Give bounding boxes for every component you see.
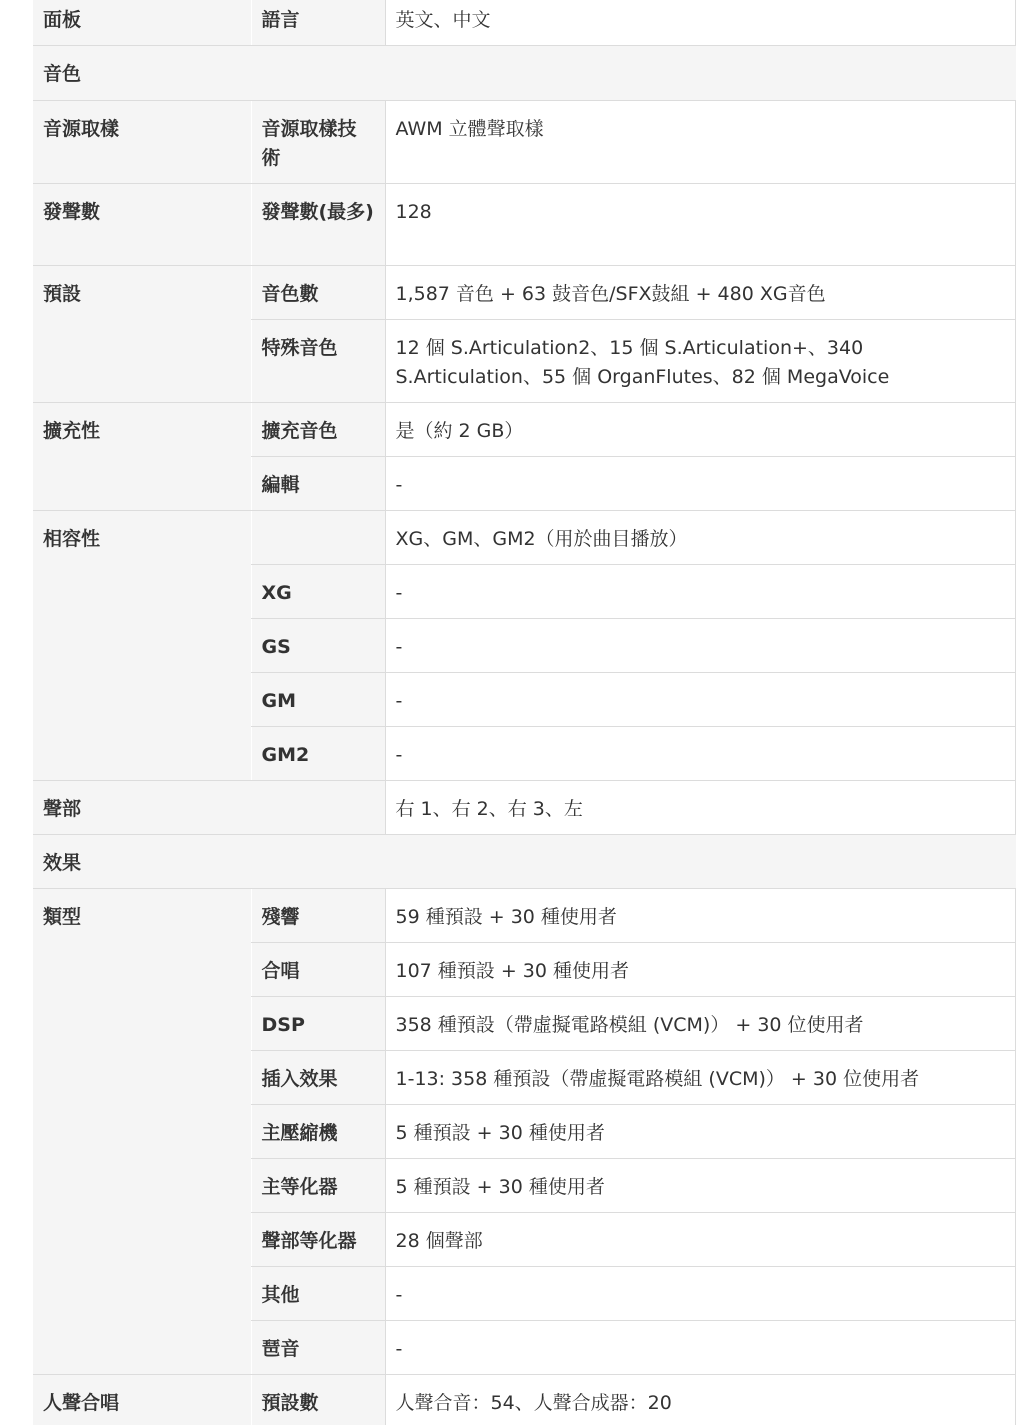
row-subheader: GM2: [251, 727, 385, 781]
row-value: 12 個 S.Articulation2、15 個 S.Articulation+、340 S.Articulation、55 個 OrganFlutes、82 個 MegaVoice: [385, 320, 1016, 403]
row-subheader: [251, 511, 385, 565]
row-subheader: 語言: [251, 0, 385, 46]
row-value: -: [385, 1267, 1016, 1321]
row-header: 相容性: [33, 511, 251, 781]
table-row: [33, 266, 1016, 320]
row-value: XG、GM、GM2（用於曲目播放）: [385, 511, 1016, 565]
row-value: -: [385, 1321, 1016, 1375]
row-value: 358 種預設（帶虛擬電路模組 (VCM)） + 30 位使用者: [385, 997, 1016, 1051]
row-subheader: 擴充音色: [251, 403, 385, 457]
table-row: [33, 184, 1016, 266]
section-title: 效果: [33, 835, 1016, 889]
row-subheader: DSP: [251, 997, 385, 1051]
row-subheader: 音源取樣技術: [251, 101, 385, 184]
row-value: -: [385, 457, 1016, 511]
row-value: 是（約 2 GB）: [385, 403, 1016, 457]
row-value: 人聲合音：54、人聲合成器：20: [385, 1375, 1016, 1425]
table-row: [33, 781, 1016, 835]
row-value: 5 種預設 + 30 種使用者: [385, 1105, 1016, 1159]
row-value: 59 種預設 + 30 種使用者: [385, 889, 1016, 943]
row-subheader: 插入效果: [251, 1051, 385, 1105]
row-header: 人聲合唱: [33, 1375, 251, 1425]
section-title: 音色: [33, 46, 1016, 101]
row-subheader: 其他: [251, 1267, 385, 1321]
table-row: [33, 511, 1016, 565]
row-value: -: [385, 619, 1016, 673]
row-header: 發聲數: [33, 184, 251, 266]
row-subheader: 編輯: [251, 457, 385, 511]
row-subheader: 發聲數(最多): [251, 184, 385, 266]
row-value: 1,587 音色 + 63 鼓音色/SFX鼓組 + 480 XG音色: [385, 266, 1016, 320]
table-row: [33, 101, 1016, 184]
row-header: 類型: [33, 889, 251, 1375]
row-subheader: 琶音: [251, 1321, 385, 1375]
row-subheader: 音色數: [251, 266, 385, 320]
row-subheader: 聲部等化器: [251, 1213, 385, 1267]
row-value: -: [385, 565, 1016, 619]
row-value: -: [385, 727, 1016, 781]
row-subheader: GM: [251, 673, 385, 727]
table-row: [33, 1375, 1016, 1425]
row-header: 預設: [33, 266, 251, 403]
row-value: 1-13: 358 種預設（帶虛擬電路模組 (VCM)） + 30 位使用者: [385, 1051, 1016, 1105]
row-header: 擴充性: [33, 403, 251, 511]
section-row: [33, 835, 1016, 889]
table-row: [33, 403, 1016, 457]
row-value: 107 種預設 + 30 種使用者: [385, 943, 1016, 997]
row-value: AWM 立體聲取樣: [385, 101, 1016, 184]
row-subheader: GS: [251, 619, 385, 673]
row-header: 音源取樣: [33, 101, 251, 184]
row-subheader: 主等化器: [251, 1159, 385, 1213]
table-row: [33, 889, 1016, 943]
table-row: [33, 0, 1016, 46]
spec-table: [33, 0, 1016, 1425]
row-header: 聲部: [33, 781, 385, 835]
row-subheader: XG: [251, 565, 385, 619]
row-subheader: 特殊音色: [251, 320, 385, 403]
row-header: 面板: [33, 0, 251, 46]
row-subheader: 主壓縮機: [251, 1105, 385, 1159]
row-subheader: 預設數: [251, 1375, 385, 1425]
row-value: -: [385, 673, 1016, 727]
row-value: 28 個聲部: [385, 1213, 1016, 1267]
row-subheader: 殘響: [251, 889, 385, 943]
section-row: [33, 46, 1016, 101]
row-value: 128: [385, 184, 1016, 266]
row-subheader: 合唱: [251, 943, 385, 997]
row-value: 右 1、右 2、右 3、左: [385, 781, 1016, 835]
row-value: 英文、中文: [385, 0, 1016, 46]
row-value: 5 種預設 + 30 種使用者: [385, 1159, 1016, 1213]
